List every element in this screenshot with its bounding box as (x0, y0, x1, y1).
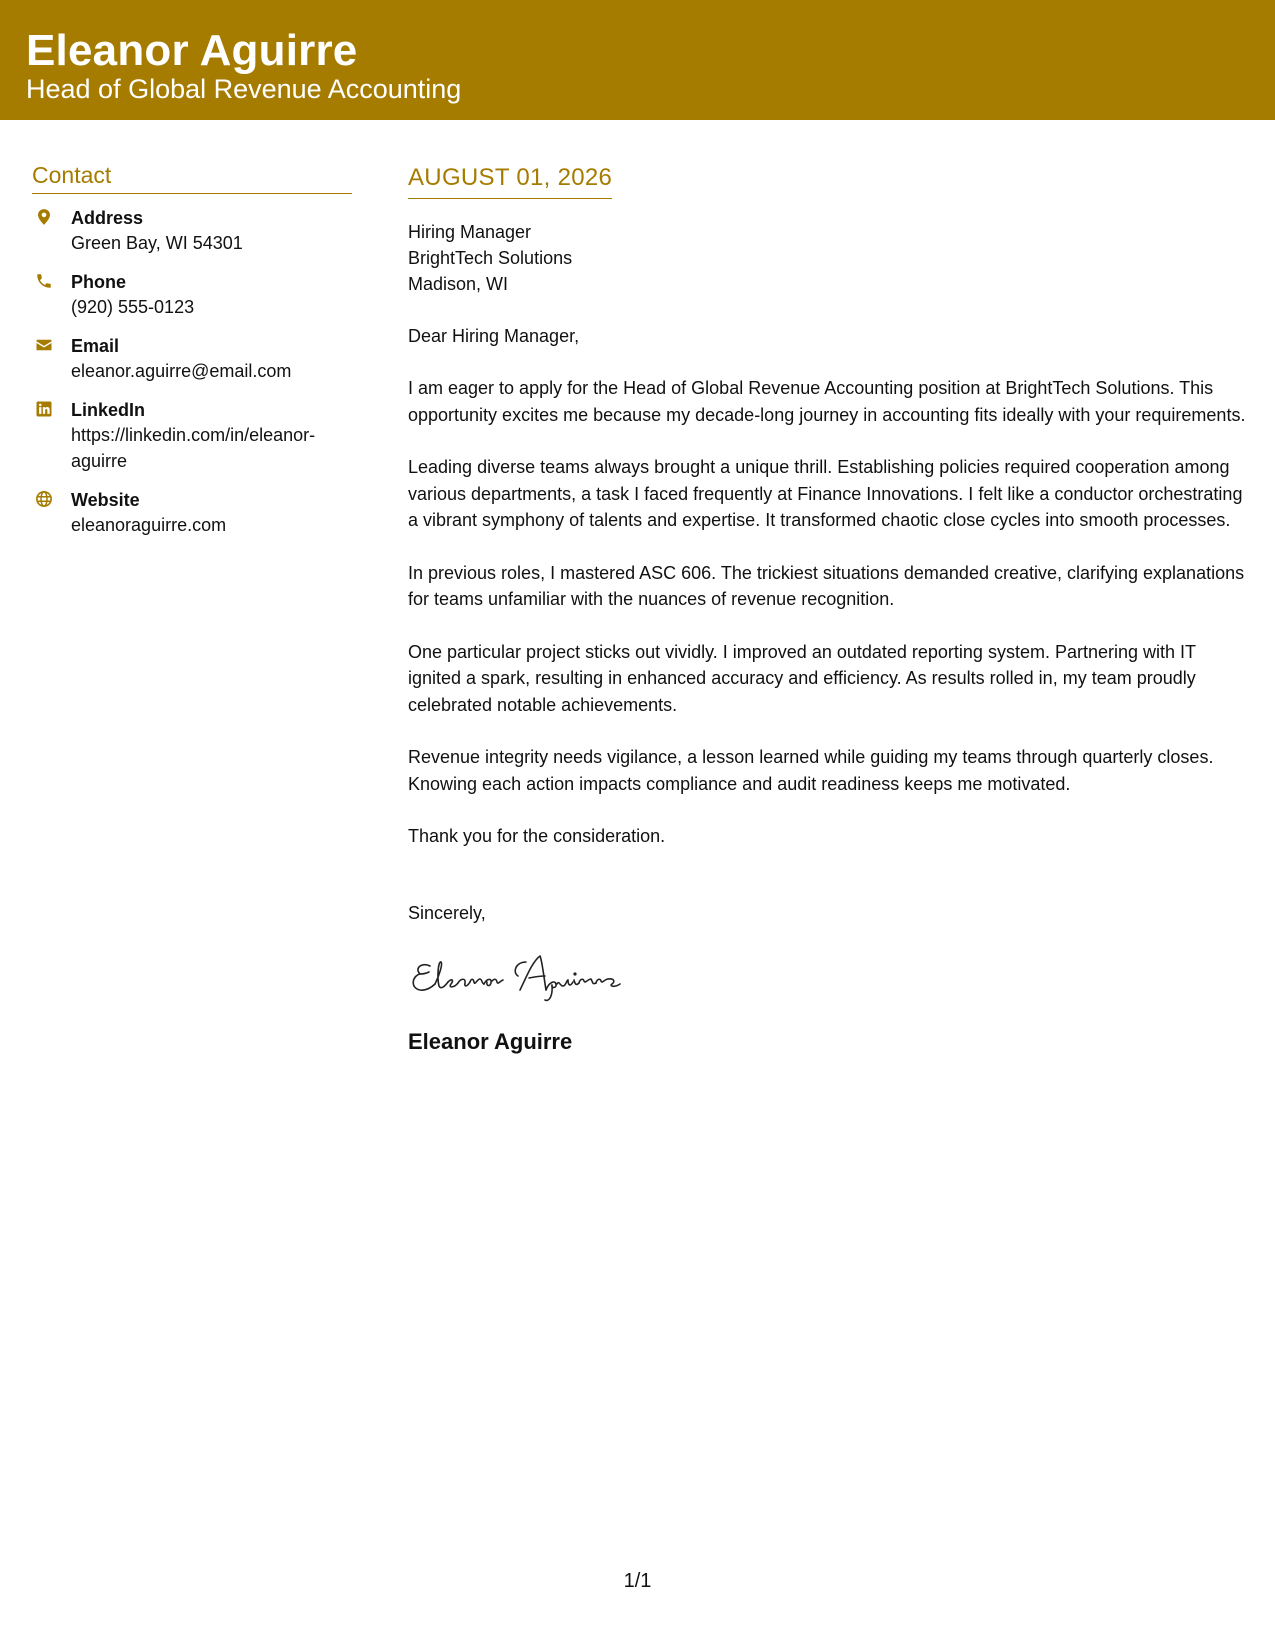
contact-item-linkedin (32, 398, 352, 474)
contact-label: LinkedIn (71, 400, 146, 420)
map-pin-icon (35, 208, 53, 226)
phone-value: (920) 555-0123 (71, 297, 195, 317)
contact-label: Phone (71, 272, 127, 292)
salutation: Dear Hiring Manager, (408, 326, 580, 346)
contact-label: Website (71, 490, 140, 510)
letter-paragraph: Thank you for the consideration. (408, 826, 666, 846)
contact-item-phone (32, 270, 352, 320)
contact-heading: Contact (32, 162, 352, 194)
signer-name: Eleanor Aguirre (408, 1028, 573, 1054)
recipient-company: BrightTech Solutions (408, 248, 573, 268)
letter-paragraph: One particular project sticks out vividly. I improved an outdated reporting system. Partnering with IT ignited a spark, resulting in enhanced accuracy and efficiency. As results rolled in, my team proudly celebrated notable achievements. (408, 641, 1196, 715)
contact-sidebar (32, 162, 352, 552)
contact-item-website (32, 488, 352, 538)
letter-paragraph: In previous roles, I mastered ASC 606. The trickiest situations demanded creative, clarifying explanations for teams unfamiliar with the nuances of revenue recognition. (408, 562, 1245, 609)
closing: Sincerely, (408, 902, 486, 923)
applicant-name: Eleanor Aguirre (26, 26, 358, 75)
phone-icon (35, 272, 53, 290)
envelope-icon (35, 336, 53, 354)
letter-body (408, 164, 1248, 1055)
recipient-location: Madison, WI (408, 274, 509, 294)
page-number: 1/1 (623, 1570, 652, 1592)
letter-paragraph: Leading diverse teams always brought a unique thrill. Establishing policies required cooperation among various departments, a task I faced frequently at Finance Innovations. I felt like a conductor orchestrating a vibrant symphony of talents and expertise. It transformed chaotic close cycles into smooth processes. (408, 457, 1243, 530)
linkedin-icon (35, 400, 53, 418)
globe-icon (35, 490, 53, 508)
page-header (0, 0, 1275, 120)
recipient-title: Hiring Manager (408, 222, 532, 242)
letter-paragraph: I am eager to apply for the Head of Global Revenue Accounting position at BrightTech Solutions. This opportunity excites me because my decade-long journey in accounting fits ideally with your requirements. (408, 378, 1246, 425)
email-value[interactable]: eleanor.aguirre@email.com (71, 361, 292, 381)
linkedin-value[interactable]: https://linkedin.com/in/eleanor-aguirre (71, 425, 316, 471)
letter-date: AUGUST 01, 2026 (408, 164, 612, 199)
recipient-block (408, 219, 1248, 297)
handwritten-signature (408, 948, 668, 1004)
letter-paragraph: Revenue integrity needs vigilance, a lesson learned while guiding my teams through quarterly closes. Knowing each action impacts compliance and audit readiness keeps me motivated. (408, 747, 1214, 794)
applicant-job-title: Head of Global Revenue Accounting (26, 74, 462, 104)
contact-label: Address (71, 208, 144, 228)
website-value[interactable]: eleanoraguirre.com (71, 515, 227, 535)
address-value: Green Bay, WI 54301 (71, 233, 243, 253)
contact-label: Email (71, 336, 120, 356)
contact-item-address (32, 206, 352, 256)
contact-item-email (32, 334, 352, 384)
